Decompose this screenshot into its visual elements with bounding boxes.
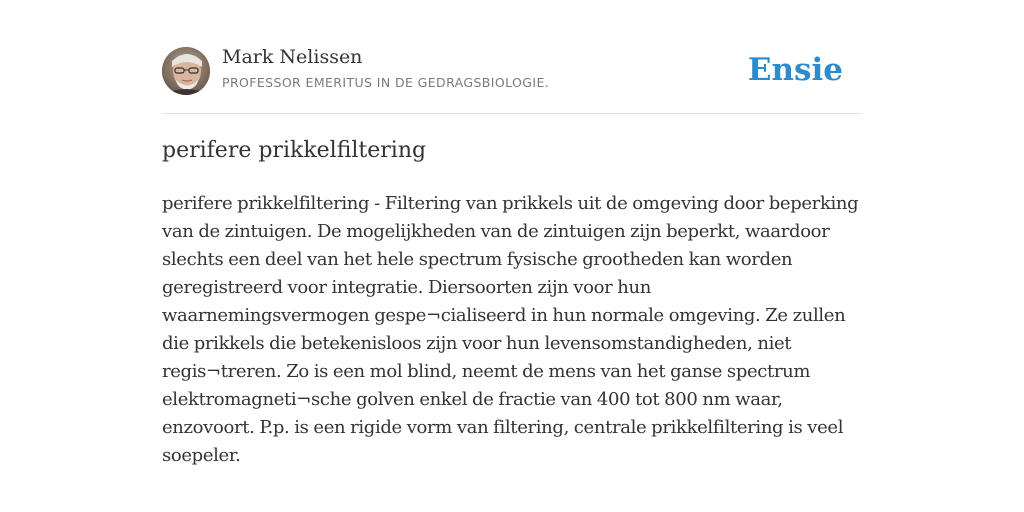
entry-definition: perifere prikkelfiltering - Filtering van prikkels uit de omgeving door beperking van de zintuigen. De mogelijkheden van de zintuigen zijn beperkt, waardoor slechts een deel van het hele spectrum fysische grootheden kan worden geregistreerd voor integratie. Diersoorten zijn voor hun waarnemingsvermogen gespe¬cialiseerd in hun normale omgeving. Ze zullen die prikkels die betekenisloos zijn voor hun levensomstandigheden, niet regis¬treren. Zo is een mol blind, neemt de mens van het ganse spectrum elektromagneti¬sche golven enkel de fractie van 400 tot 800 nm waar, enzovoort. P.p. is een rigide vorm van filtering, centrale prikkelfiltering is veel soepeler. [162, 193, 859, 466]
author-header [162, 46, 862, 96]
brand-logo[interactable]: Ensie [747, 52, 843, 88]
author-avatar[interactable] [162, 47, 210, 95]
author-name[interactable]: Mark Nelissen [222, 46, 363, 68]
header-divider [162, 113, 862, 114]
entry-card [162, 0, 862, 512]
author-tagline: PROFESSOR EMERITUS IN DE GEDRAGSBIOLOGIE. [222, 75, 550, 90]
author-portrait-icon [162, 47, 210, 95]
entry-title: perifere prikkelfiltering [162, 138, 427, 163]
